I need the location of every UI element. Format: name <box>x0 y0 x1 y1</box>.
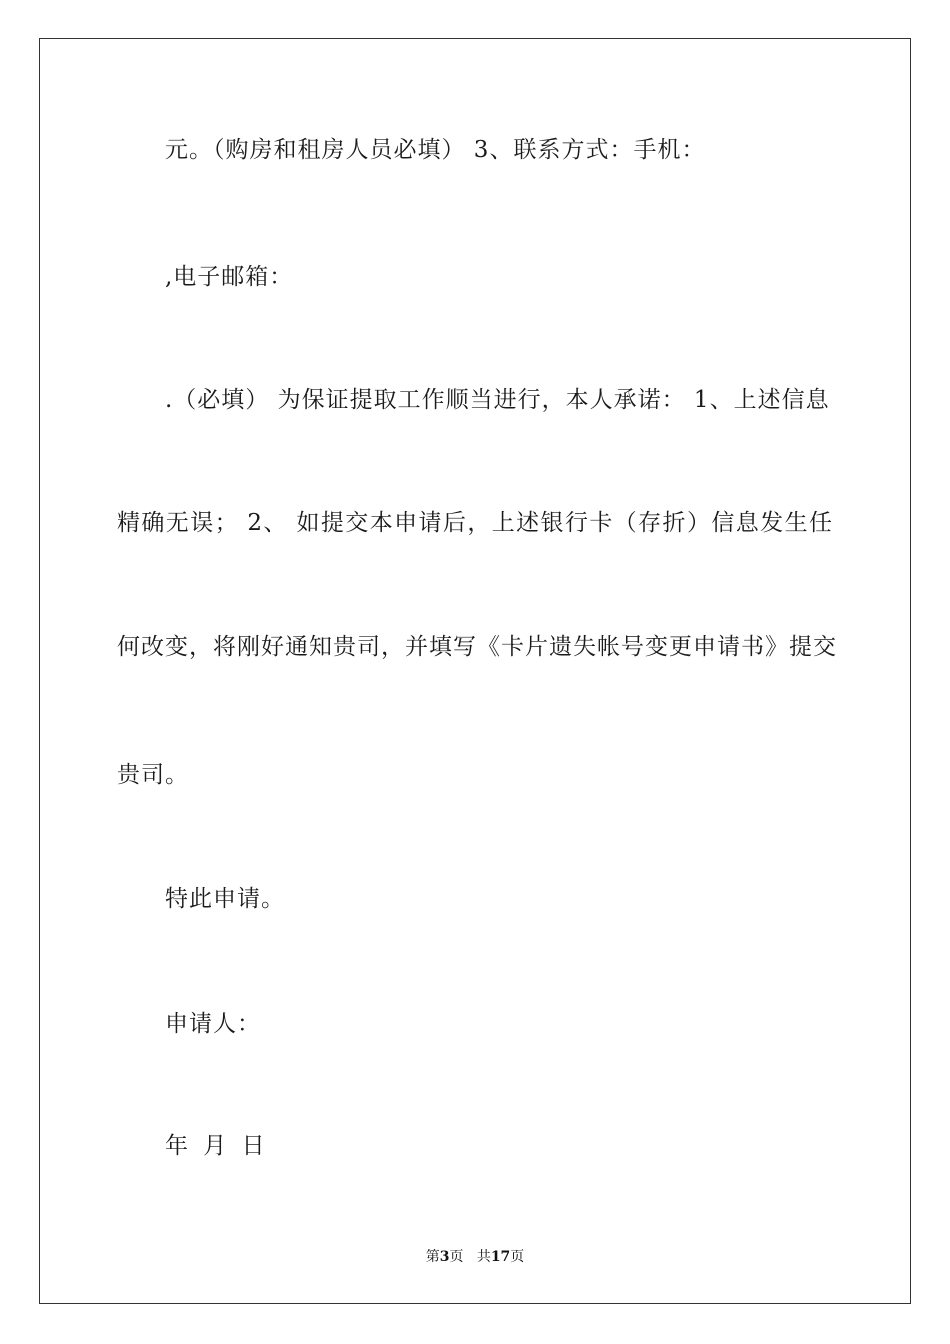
applicant-label: 申请人： <box>165 1011 261 1037</box>
footer-page-prefix: 第 <box>425 1249 440 1265</box>
footer-total-prefix: 共 <box>476 1249 491 1265</box>
page-footer <box>0 1247 950 1267</box>
footer-page-number: 3 <box>439 1249 450 1265</box>
closing-line: 特此申请。 <box>165 886 285 912</box>
text-line-6: 贵司。 <box>117 762 189 788</box>
text-line-3: .（必填） 为保证提取工作顺当进行，本人承诺： 1、上述信息 <box>165 387 830 413</box>
footer-total-pages: 17 <box>490 1249 511 1265</box>
text-line-5: 何改变，将刚好通知贵司，并填写《卡片遗失帐号变更申请书》提交 <box>117 634 837 660</box>
footer-page-suffix: 页 <box>449 1249 464 1265</box>
page-frame <box>39 38 911 1304</box>
text-line-2: ,电子邮箱： <box>165 264 294 290</box>
date-line: 年 月 日 <box>165 1133 266 1159</box>
text-line-4: 精确无误； 2、 如提交本申请后，上述银行卡（存折）信息发生任 <box>117 510 833 536</box>
text-line-1: 元。（购房和租房人员必填） 3、联系方式：手机： <box>165 137 706 163</box>
footer-total-suffix: 页 <box>510 1249 525 1265</box>
